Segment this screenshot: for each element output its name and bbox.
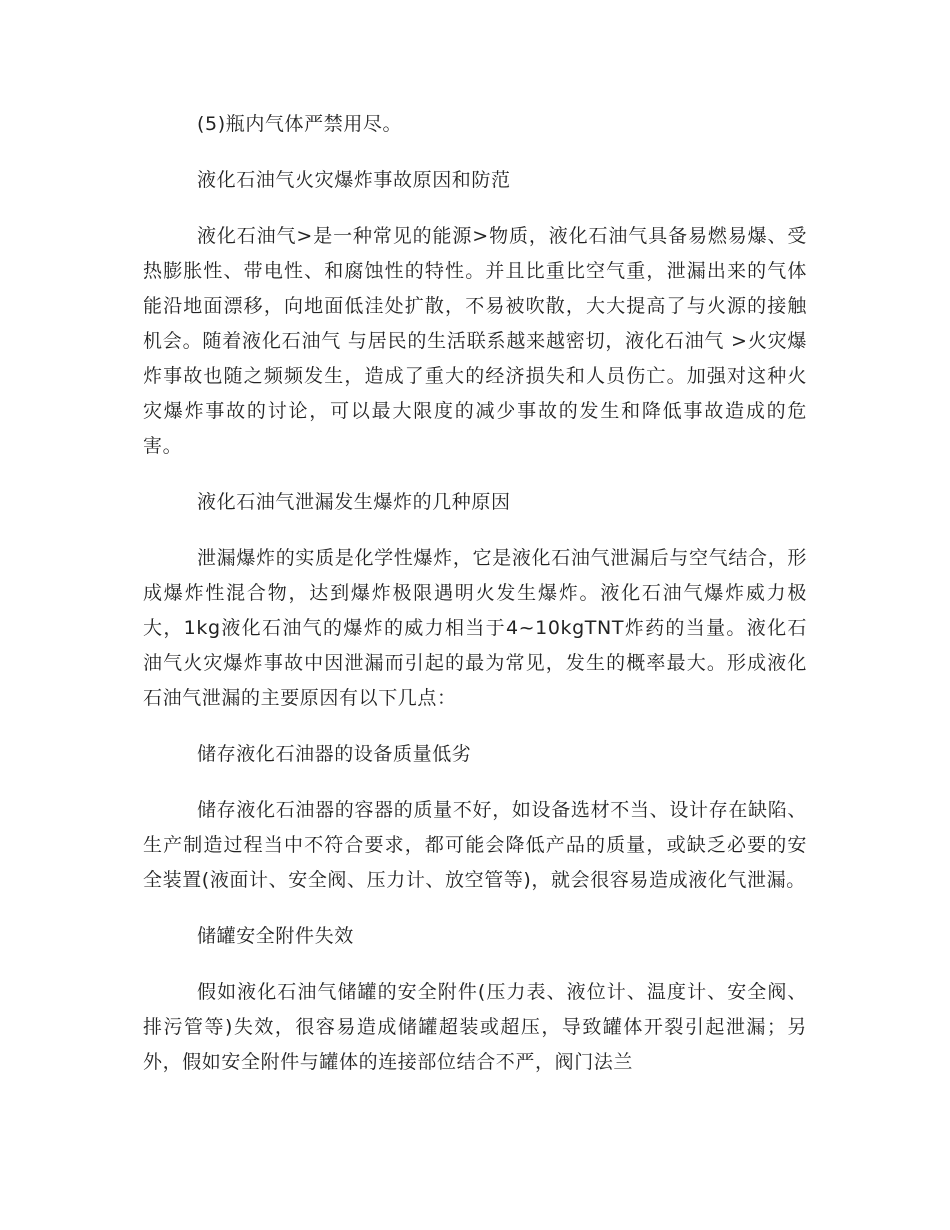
document-body <box>143 107 807 1080</box>
paragraph-safety-accessories: 假如液化石油气储罐的安全附件(压力表、液位计、温度计、安全阀、排污管等)失效，很容易造成储罐超装或超压，导致罐体开裂引起泄漏；另外，假如安全附件与罐体的连接部位结合不严，阀门法兰 <box>143 981 807 1073</box>
paragraph-equipment-quality: 储存液化石油器的容器的质量不好，如设备选材不当、设计存在缺陷、生产制造过程当中不符合要求，都可能会降低产品的质量，或缺乏必要的安全装置(液面计、安全阀、压力计、放空管等)，就会很容易造成液化气泄漏。 <box>143 799 807 891</box>
paragraph-leak-explosion: 泄漏爆炸的实质是化学性爆炸，它是液化石油气泄漏后与空气结合，形成爆炸性混合物，达到爆炸极限遇明火发生爆炸。液化石油气爆炸威力极大，1kg液化石油气的爆炸的威力相当于4~10kgTNT炸药的当量。液化石油气火灾爆炸事故中因泄漏而引起的最为常见，发生的概率最大。形成液化石油气泄漏的主要原因有以下几点： <box>143 547 807 709</box>
section-heading-causes-prevention: 液化石油气火灾爆炸事故原因和防范 <box>197 169 511 191</box>
section-heading-leak-causes: 液化石油气泄漏发生爆炸的几种原因 <box>197 491 511 513</box>
section-heading-equipment-quality: 储存液化石油器的设备质量低劣 <box>197 743 472 765</box>
paragraph-lpg-overview: 液化石油气>是一种常见的能源>物质，液化石油气具备易燃易爆、受热膨胀性、带电性、和腐蚀性的特性。并且比重比空气重，泄漏出来的气体能沿地面漂移，向地面低洼处扩散，不易被吹散，大大提高了与火源的接触机会。随着液化石油气 与居民的生活联系越来越密切，液化石油气 >火灾爆炸事故也随之频频发生，造成了重大的经济损失和人员伤亡。加强对这种火灾爆炸事故的讨论，可以最大限度的减少事故的发生和降低事故造成的危害。 <box>143 225 807 457</box>
list-item-bottle-gas: (5)瓶内气体严禁用尽。 <box>197 113 403 135</box>
section-heading-safety-accessories: 储罐安全附件失效 <box>197 925 354 947</box>
